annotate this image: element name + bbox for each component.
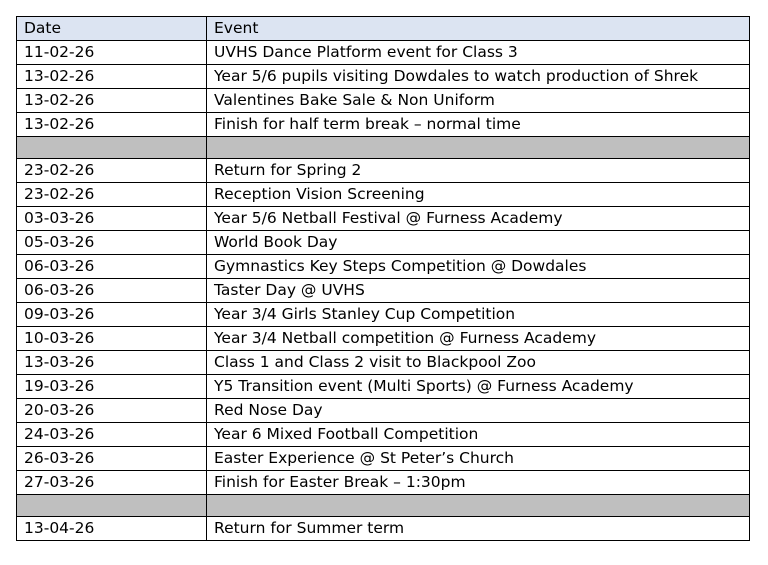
date-cell: 20-03-26	[17, 399, 207, 423]
date-cell: 13-03-26	[17, 351, 207, 375]
date-cell: 03-03-26	[17, 207, 207, 231]
event-cell: Valentines Bake Sale & Non Uniform	[207, 89, 750, 113]
table-row	[17, 255, 750, 279]
date-cell: 06-03-26	[17, 255, 207, 279]
date-cell: 19-03-26	[17, 375, 207, 399]
event-cell: Gymnastics Key Steps Competition @ Dowdales	[207, 255, 750, 279]
header-row	[17, 17, 750, 41]
event-cell: UVHS Dance Platform event for Class 3	[207, 41, 750, 65]
table-row	[17, 41, 750, 65]
table-row	[17, 279, 750, 303]
separator-cell	[17, 495, 207, 517]
separator-cell	[17, 137, 207, 159]
event-cell: Easter Experience @ St Peter’s Church	[207, 447, 750, 471]
event-cell: Class 1 and Class 2 visit to Blackpool Zoo	[207, 351, 750, 375]
table-body	[17, 41, 750, 541]
date-cell: 06-03-26	[17, 279, 207, 303]
date-cell: 23-02-26	[17, 159, 207, 183]
table-row	[17, 159, 750, 183]
date-cell: 13-02-26	[17, 65, 207, 89]
event-cell: Finish for half term break – normal time	[207, 113, 750, 137]
event-cell: Finish for Easter Break – 1:30pm	[207, 471, 750, 495]
table-row	[17, 303, 750, 327]
table-row	[17, 89, 750, 113]
table-row	[17, 423, 750, 447]
event-cell: Year 3/4 Girls Stanley Cup Competition	[207, 303, 750, 327]
date-cell: 09-03-26	[17, 303, 207, 327]
table-row	[17, 231, 750, 255]
table-row	[17, 207, 750, 231]
date-column-header: Date	[17, 17, 207, 41]
date-cell: 10-03-26	[17, 327, 207, 351]
event-cell: Year 6 Mixed Football Competition	[207, 423, 750, 447]
table-row	[17, 327, 750, 351]
events-table-container	[16, 16, 749, 541]
table-row	[17, 65, 750, 89]
date-cell: 24-03-26	[17, 423, 207, 447]
event-column-header: Event	[207, 17, 750, 41]
table-row	[17, 471, 750, 495]
date-cell: 23-02-26	[17, 183, 207, 207]
event-cell: Reception Vision Screening	[207, 183, 750, 207]
events-table	[16, 16, 750, 541]
separator-row	[17, 495, 750, 517]
table-row	[17, 351, 750, 375]
event-cell: Year 3/4 Netball competition @ Furness Academy	[207, 327, 750, 351]
date-cell: 11-02-26	[17, 41, 207, 65]
event-cell: Y5 Transition event (Multi Sports) @ Furness Academy	[207, 375, 750, 399]
date-cell: 13-02-26	[17, 113, 207, 137]
event-cell: Return for Spring 2	[207, 159, 750, 183]
table-row	[17, 399, 750, 423]
date-cell: 26-03-26	[17, 447, 207, 471]
table-row	[17, 447, 750, 471]
table-row	[17, 113, 750, 137]
separator-cell	[207, 495, 750, 517]
table-row	[17, 183, 750, 207]
date-cell: 27-03-26	[17, 471, 207, 495]
table-row	[17, 517, 750, 541]
separator-cell	[207, 137, 750, 159]
event-cell: World Book Day	[207, 231, 750, 255]
event-cell: Year 5/6 pupils visiting Dowdales to watch production of Shrek	[207, 65, 750, 89]
event-cell: Return for Summer term	[207, 517, 750, 541]
event-cell: Red Nose Day	[207, 399, 750, 423]
date-cell: 05-03-26	[17, 231, 207, 255]
date-cell: 13-02-26	[17, 89, 207, 113]
event-cell: Year 5/6 Netball Festival @ Furness Academy	[207, 207, 750, 231]
table-header	[17, 17, 750, 41]
table-row	[17, 375, 750, 399]
event-cell: Taster Day @ UVHS	[207, 279, 750, 303]
date-cell: 13-04-26	[17, 517, 207, 541]
separator-row	[17, 137, 750, 159]
